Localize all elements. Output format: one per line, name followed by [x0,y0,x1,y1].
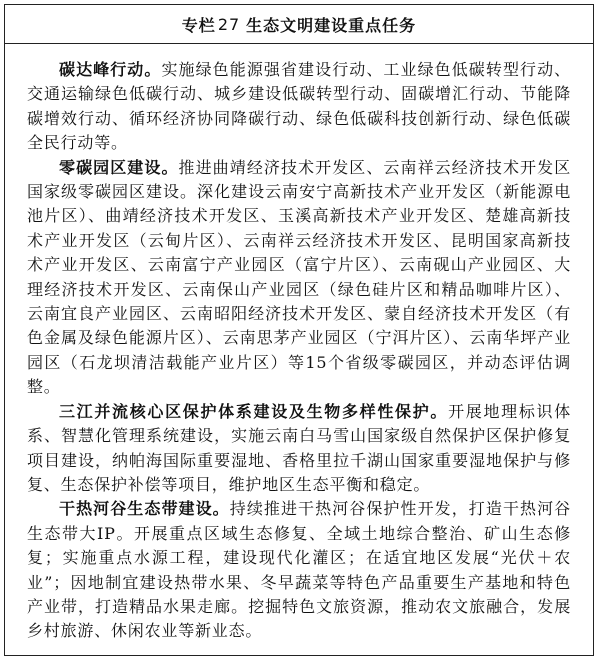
heading-three-rivers: 三江并流核心区保护体系建设及生物多样性保护。 [59,401,449,421]
box-number: 27 [217,14,241,34]
box-title: 生态文明建设重点任务 [246,15,417,35]
paragraph-carbon-peak [27,58,571,156]
feature-box [4,4,594,656]
box-body [5,44,593,654]
heading-zero-carbon-parks: 零碳园区建设。 [59,157,179,177]
text-three-rivers: 开展地理标识体系、智慧化管理系统建设，实施云南白马雪山国家级自然保护区保护修复项目建设，纳帕海国际重要湿地、香格里拉千湖山国家重要湿地保护与修复、生态保护补偿等项目，维护地区生态平衡和稳定。 [27,401,571,494]
box-label: 专栏 [181,15,216,35]
heading-dry-hot-valley: 干热河谷生态带建设。 [59,499,230,519]
text-dry-hot-valley: 持续推进干热河谷保护性开发，打造干热河谷生态带大IP。开展重点区域生态修复、全域土地综合整治、矿山生态修复；实施重点水源工程，建设现代化灌区；在适宜地区发展“光伏＋农业”；因地制宜建设热带水果、冬早蔬菜等特色产品重要生产基地和特色产业带，打造精品水果走廊。挖掘特色文旅资源，推动农文旅融合，发展乡村旅游、休闲农业等新业态。 [27,499,571,641]
heading-carbon-peak: 碳达峰行动。 [59,60,162,79]
text-carbon-peak: 实施绿色能源强省建设行动、工业绿色低碳转型行动、交通运输绿色低碳行动、城乡建设低碳转型行动、固碳增汇行动、节能降碳增效行动、循环经济协同降碳行动、绿色低碳科技创新行动、绿色低碳全民行动等。 [27,60,571,153]
paragraph-three-rivers [27,400,571,498]
text-zero-carbon-parks: 推进曲靖经济技术开发区、云南祥云经济技术开发区国家级零碳园区建设。深化建设云南安宁高新技术产业开发区（新能源电池片区）、曲靖经济技术开发区、玉溪高新技术产业开发区、楚雄高新技术产业开发区（云甸片区）、云南祥云经济技术开发区、昆明国家高新技术产业开发区、云南富宁产业园区（富宁片区）、云南砚山产业园区、大理经济技术开发区、云南保山产业园区（绿色硅片区和精品咖啡片区）、云南宜良产业园区、云南昭阳经济技术开发区、蒙自经济技术开发区（有色金属及绿色能源片区）、云南思茅产业园区（宁洱片区）、云南华坪产业园区（石龙坝清洁载能产业片区）等15个省级零碳园区，并动态评估调整。 [27,157,571,397]
paragraph-zero-carbon-parks [27,156,571,400]
paragraph-dry-hot-valley [27,497,571,643]
box-title-bar [5,5,593,44]
